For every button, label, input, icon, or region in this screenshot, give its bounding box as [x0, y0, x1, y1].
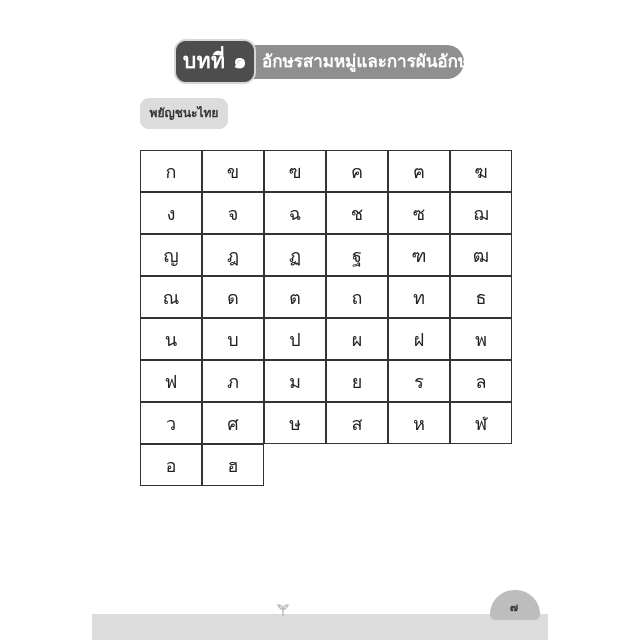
consonant-cell: บ — [202, 318, 264, 360]
consonant-cell: ซ — [388, 192, 450, 234]
consonant-cell: น — [140, 318, 202, 360]
consonant-cell: ถ — [326, 276, 388, 318]
consonant-cell: ฑ — [388, 234, 450, 276]
consonant-cell: จ — [202, 192, 264, 234]
consonant-cell: อ — [140, 444, 202, 486]
page-number: ๗ — [509, 601, 519, 614]
consonant-cell: ฬ — [450, 402, 512, 444]
consonant-cell: ษ — [264, 402, 326, 444]
consonant-cell: ห — [388, 402, 450, 444]
consonant-cell: ฉ — [264, 192, 326, 234]
consonant-cell: ศ — [202, 402, 264, 444]
consonant-cell: ย — [326, 360, 388, 402]
consonant-cell: ฌ — [450, 192, 512, 234]
consonant-cell: ร — [388, 360, 450, 402]
consonant-cell: ธ — [450, 276, 512, 318]
consonant-cell: ต — [264, 276, 326, 318]
lesson-title: อักษรสามหมู่และการผันอักษร — [262, 52, 479, 72]
consonant-cell: ณ — [140, 276, 202, 318]
footer-ground — [92, 614, 548, 640]
consonant-cell: ช — [326, 192, 388, 234]
consonant-cell: ฐ — [326, 234, 388, 276]
consonant-cell: ฏ — [264, 234, 326, 276]
consonant-cell: ภ — [202, 360, 264, 402]
consonant-cell: ด — [202, 276, 264, 318]
consonant-cell: ป — [264, 318, 326, 360]
section-label: พยัญชนะไทย — [140, 98, 228, 129]
consonant-cell: ญ — [140, 234, 202, 276]
consonant-cell: ฒ — [450, 234, 512, 276]
consonant-cell: ค — [326, 150, 388, 192]
consonant-cell: ฅ — [388, 150, 450, 192]
lesson-badge: บทที่ ๑ — [174, 39, 256, 84]
consonant-cell: ฝ — [388, 318, 450, 360]
consonant-cell: ฮ — [202, 444, 264, 486]
consonant-grid — [140, 150, 512, 488]
consonant-cell: ล — [450, 360, 512, 402]
consonant-cell: ม — [264, 360, 326, 402]
consonant-cell: ว — [140, 402, 202, 444]
consonant-cell: ฎ — [202, 234, 264, 276]
consonant-cell: ท — [388, 276, 450, 318]
consonant-cell: ฆ — [450, 150, 512, 192]
consonant-cell: ก — [140, 150, 202, 192]
consonant-cell: ส — [326, 402, 388, 444]
consonant-cell: ง — [140, 192, 202, 234]
consonant-cell: ฟ — [140, 360, 202, 402]
lesson-header — [174, 39, 479, 84]
consonant-cell: พ — [450, 318, 512, 360]
sprout-icon — [276, 602, 290, 616]
consonant-cell: ผ — [326, 318, 388, 360]
consonant-cell: ข — [202, 150, 264, 192]
consonant-cell: ฃ — [264, 150, 326, 192]
